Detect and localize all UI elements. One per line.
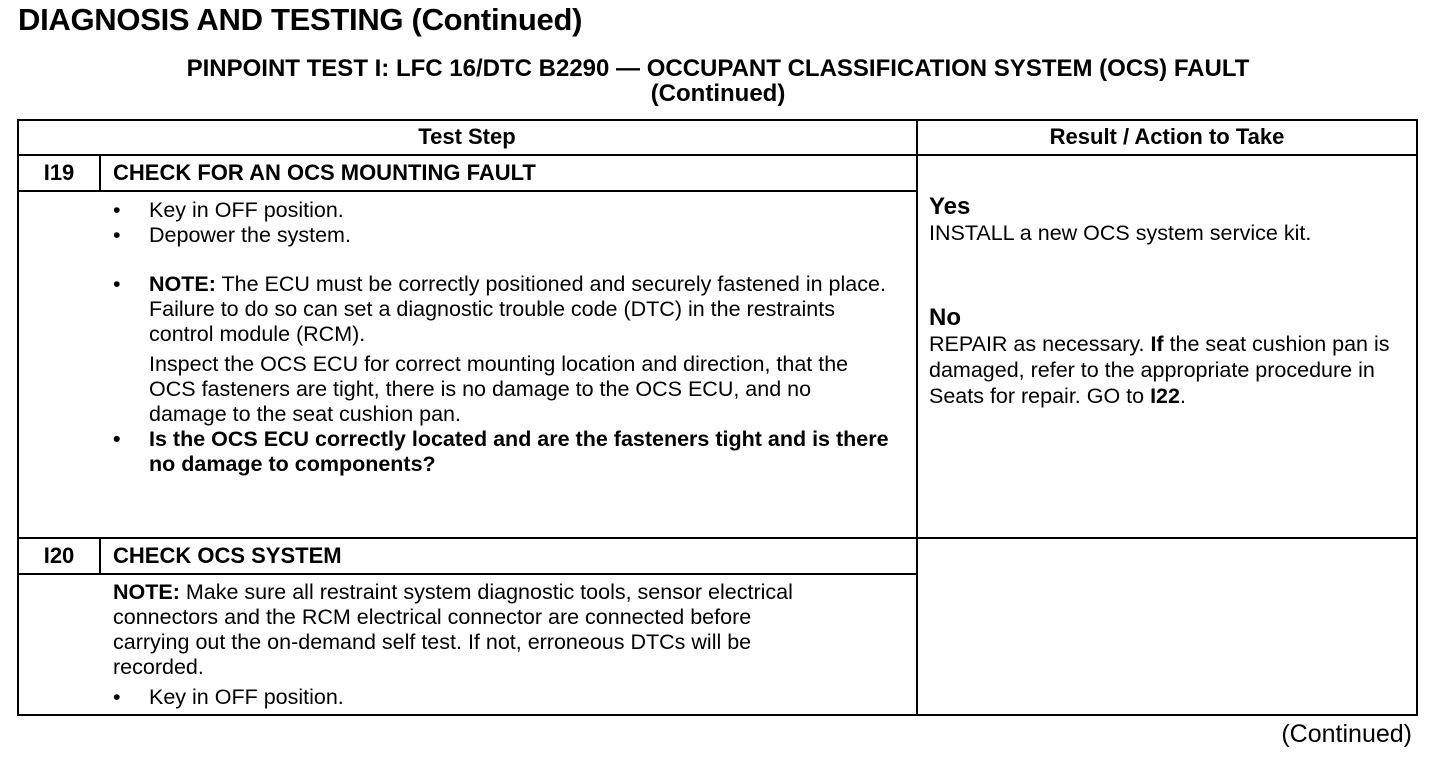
no-action	[929, 331, 1414, 409]
list-item: • Depower the system.	[113, 223, 893, 248]
note-label: NOTE:	[149, 272, 216, 296]
no-action-if: If	[1150, 332, 1164, 356]
result-yes-i19	[929, 194, 1414, 246]
yes-label: Yes	[929, 193, 971, 220]
no-action-part1: REPAIR as necessary.	[929, 332, 1151, 356]
step-body-i20	[113, 580, 833, 710]
header-test-step: Test Step	[418, 124, 516, 149]
note-text: The ECU must be correctly positioned and securely fastened in place. Failure to do so can set a diagnostic trouble code (DTC) in the restraints control module (RCM).	[149, 272, 886, 346]
continued-label: (Continued)	[1281, 720, 1412, 748]
step-title-i19: CHECK FOR AN OCS MOUNTING FAULT	[113, 160, 536, 185]
goto-step-link[interactable]: I22	[1150, 384, 1180, 408]
no-action-end: .	[1179, 384, 1186, 408]
list-item	[113, 272, 893, 347]
header-result-action: Result / Action to Take	[1049, 124, 1285, 149]
note-text: Make sure all restraint system diagnostic tools, sensor electrical connectors and the RCM electrical connector are connected before carrying out the on-demand self test. If not, erroneous DTCs will be recorded.	[113, 580, 793, 679]
no-label: No	[929, 304, 961, 331]
step-question: • Is the OCS ECU correctly located and are the fasteners tight and is there no damage to components?	[113, 427, 893, 477]
note-label: NOTE:	[113, 580, 180, 604]
step-title-i20: CHECK OCS SYSTEM	[113, 543, 342, 568]
note-paragraph	[113, 580, 833, 680]
result-no-i19	[929, 305, 1414, 409]
step-body-i19	[113, 198, 893, 477]
step-id-i19: I19	[43, 160, 75, 185]
yes-action: INSTALL a new OCS system service kit.	[929, 221, 1312, 245]
no-action-part2: the seat cushion pan is damaged, refer to the appropriate procedure in Seats for repair. GO to	[929, 332, 1390, 408]
pinpoint-test-title-line2: (Continued)	[650, 80, 786, 107]
list-item: • Key in OFF position.	[113, 685, 833, 710]
inspect-text: Inspect the OCS ECU for correct mounting location and direction, that the OCS fasteners are tight, there is no damage to the OCS ECU, and no damage to the seat cushion pan.	[149, 352, 849, 426]
pinpoint-test-title	[18, 56, 1418, 106]
page-title: DIAGNOSIS AND TESTING (Continued)	[18, 2, 583, 37]
step-id-i20: I20	[43, 543, 75, 568]
list-item: • Key in OFF position.	[113, 198, 893, 223]
pinpoint-test-title-line1: PINPOINT TEST I: LFC 16/DTC B2290 — OCCUPANT CLASSIFICATION SYSTEM (OCS) FAULT	[186, 55, 1250, 82]
